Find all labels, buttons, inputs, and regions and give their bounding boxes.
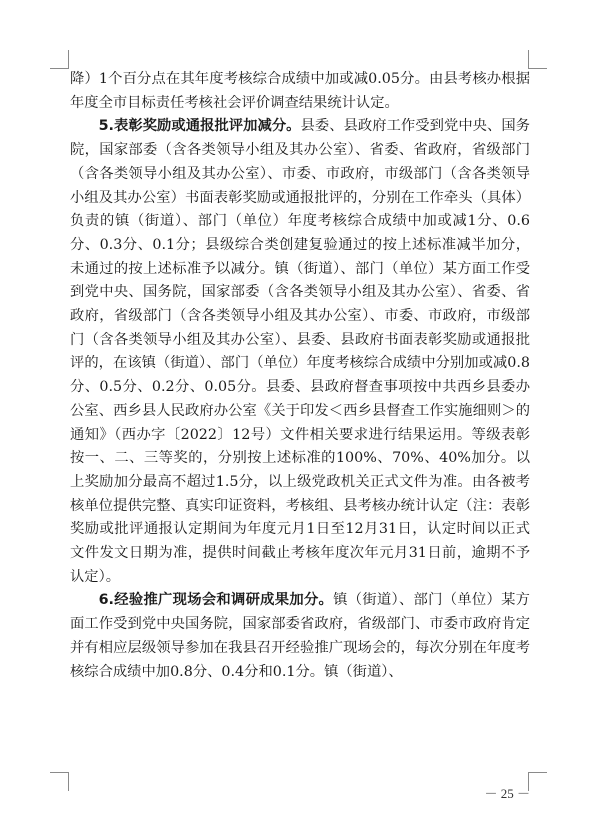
item-6-heading: 6.经验推广现场会和调研成果加分。 — [98, 592, 334, 609]
crop-mark-bottom-right — [528, 772, 547, 791]
item-6-text: 镇（街道）、部门（单位）某方面工作受到党中央国务院，国家部委省政府，省级部门、市委市政府肯定并有相应层级领导参加在我县召开经验推广现场会的，每次分别在年度考核综合成绩中加0.8分、0.4分和0.1分。镇（街道）、 — [70, 592, 530, 680]
item-5-heading: 5.表彰奖励或通报批评加减分。 — [98, 118, 301, 135]
paragraph-text: 降）1个百分点在其年度考核综合成绩中加或减0.05分。由县考核办根据年度全市目标责任考核社会评价调查结果统计认定。 — [70, 71, 530, 111]
crop-mark-top-left — [50, 50, 69, 69]
paragraph-item-5 — [70, 115, 530, 589]
paragraph-item-6 — [70, 589, 530, 684]
crop-mark-bottom-left — [50, 772, 69, 791]
page-number: － 25 － — [484, 786, 530, 801]
paragraph-continuation — [70, 68, 530, 115]
item-5-text: 县委、县政府工作受到党中央、国务院，国家部委（含各类领导小组及其办公室）、省委、省政府，省级部门（含各类领导小组及其办公室）、市委、市政府，市级部门（含各类领导小组及其办公室）书面表彰奖励或通报批评的，分别在工作牵头（具体）负责的镇（街道）、部门（单位）年度考核综合成绩中加或减1分、0.6分、0.3分、0.1分；县级综合类创建复验通过的按上述标准减半加分，未通过的按上述标准予以减分。镇（街道）、部门（单位）某方面工作受到党中央、国务院，国家部委（含各类领导小组及其办公室）、省委、省政府，省级部门（含各类领导小组及其办公室）、市委、市政府，市级部门（含各类领导小组及其办公室）、县委、县政府书面表彰奖励或通报批评的，在该镇（街道）、部门（单位）年度考核综合成绩中分别加或减0.8分、0.5分、0.2分、0.05分。县委、县政府督查事项按中共西乡县委办公室、西乡县人民政府办公室《关于印发＜西乡县督查工作实施细则＞的通知》（西办字〔2022〕12号）文件相关要求进行结果运用。等级表彰按一、二、三等奖的，分别按上述标准的100%、70%、40%加分。以上奖励加分最高不超过1.5分，以上级党政机关正式文件为准。由各被考核单位提供完整、真实印证资料，考核组、县考核办统计认定（注：表彰奖励或批评通报认定期间为年度元月1日至12月31日，认定时间以正式文件发文日期为准，提供时间截止考核年度次年元月31日前，逾期不予认定）。 — [70, 118, 530, 585]
crop-mark-top-right — [528, 50, 547, 69]
document-body — [70, 68, 530, 684]
